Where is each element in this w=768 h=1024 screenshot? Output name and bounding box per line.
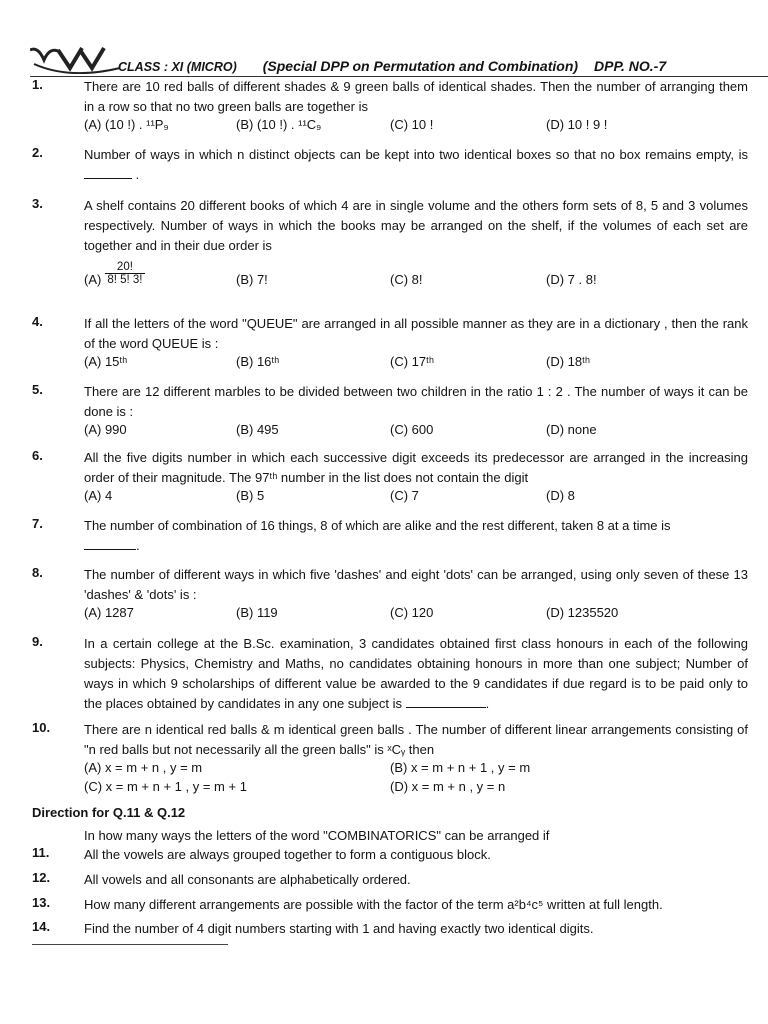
option-c: (C) x = m + n + 1 , y = m + 1 [84, 779, 247, 794]
question-text: All the five digits number in which each successive digit exceeds its predecessor are arranged in the increasing order of their magnitude. The 97ᵗʰ number in the list does not contain the digit [84, 450, 748, 485]
question-text: All the vowels are always grouped together to form a contiguous block. [84, 847, 491, 862]
question-11 [32, 845, 748, 865]
question-13 [32, 895, 748, 915]
question-number: 8. [32, 565, 43, 580]
direction-text-block [32, 826, 748, 846]
question-text: If all the letters of the word "QUEUE" are arranged in all possible manner as they are in a dictionary , then the rank of the word QUEUE is : [84, 316, 748, 351]
option-b: (B) 119 [236, 605, 278, 620]
option-d: (D) 7 . 8! [546, 272, 597, 287]
question-text-body: In a certain college at the B.Sc. examination, 3 candidates obtained first class honours in each of the following subjects: Physics, Chemistry and Maths, no candidates obtaining honours in more than one subject; Number of ways in which 9 scholarships of different value be awarded to the 9 candidates if due regard is to be paid only to the places obtained by candidates in any one subject is [84, 636, 748, 711]
direction-text: In how many ways the letters of the word "COMBINATORICS" can be arranged if [84, 828, 550, 843]
answer-blank [406, 707, 486, 708]
question-text: All vowels and all consonants are alphabetically ordered. [84, 872, 411, 887]
question-3 [32, 196, 748, 298]
options-row [84, 605, 748, 624]
option-d: (D) x = m + n , y = n [390, 779, 506, 794]
fraction [105, 261, 144, 286]
question-7 [32, 516, 748, 556]
question-number: 3. [32, 196, 43, 211]
question-2 [32, 145, 748, 185]
question-number: 6. [32, 448, 43, 463]
option-a: (A) (10 !) . ¹¹P₉ [84, 117, 169, 132]
question-text: There are 10 red balls of different shades & 9 green balls of identical shades. Then the number of arranging them in a row so that no two green balls are together is [84, 79, 748, 114]
question-number: 5. [32, 382, 43, 397]
question-text: The number of combination of 16 things, 8 of which are alike and the rest different, taken 8 at a time is [84, 518, 671, 533]
question-text: A shelf contains 20 different books of which 4 are in single volume and the others form sets of 8, 5 and 3 volumes respectively. Number of ways in which the books may be arranged on the shelf, if the volumes of each set are together and in their due order is [84, 198, 748, 253]
options-row [84, 422, 748, 441]
option-c: (C) 120 [390, 605, 434, 620]
options-row [84, 117, 748, 136]
option-b: (B) (10 !) . ¹¹C₉ [236, 117, 322, 132]
dpp-title: (Special DPP on Permutation and Combination) [262, 58, 579, 74]
institute-logo-icon [30, 40, 122, 74]
option-c: (C) 17ᵗʰ [390, 354, 434, 369]
question-number: 14. [32, 919, 51, 934]
option-b: (B) 495 [236, 422, 279, 437]
fraction-denominator: 8! 5! 3! [107, 274, 143, 287]
options-row [84, 354, 748, 373]
class-label: CLASS : XI (MICRO) [118, 60, 237, 74]
options-row [84, 488, 748, 507]
question-number: 11. [32, 845, 50, 860]
answer-blank [84, 549, 136, 550]
option-a-label: (A) [84, 272, 102, 287]
question-8 [32, 565, 748, 624]
options-row [84, 760, 748, 779]
option-d: (D) 10 ! 9 ! [546, 117, 608, 132]
options-row [84, 261, 748, 298]
question-number: 10. [32, 720, 51, 735]
option-c: (C) 7 [390, 488, 419, 503]
option-c: (C) 8! [390, 272, 423, 287]
dpp-number: DPP. NO.-7 [594, 58, 667, 74]
question-text-body: Number of ways in which n distinct objects can be kept into two identical boxes so that no box remains empty, is [84, 147, 748, 162]
question-number: 2. [32, 145, 43, 160]
option-a: (A) 990 [84, 422, 127, 437]
option-d: (D) 1235520 [546, 605, 619, 620]
question-1 [32, 77, 748, 136]
fraction-numerator: 20! [105, 261, 144, 274]
option-b: (B) 5 [236, 488, 265, 503]
question-number: 1. [32, 77, 43, 92]
page-bottom-rule [32, 944, 228, 945]
question-number: 12. [32, 870, 51, 885]
option-a: (A) x = m + n , y = m [84, 760, 203, 775]
question-text: The number of different ways in which five 'dashes' and eight 'dots' can be arranged, using only seven of these 13 'dashes' & 'dots' is : [84, 567, 748, 602]
direction-label: Direction for Q.11 & Q.12 [32, 805, 186, 820]
answer-line: . [84, 536, 748, 556]
option-d: (D) 8 [546, 488, 575, 503]
question-text: How many different arrangements are possible with the factor of the term a²b⁴c⁵ written at full length. [84, 897, 663, 912]
answer-blank [84, 178, 132, 179]
question-text: There are n identical red balls & m identical green balls . The number of different linear arrangements consisting of "n red balls but not necessarily all the green balls" is ˣCᵧ then [84, 722, 748, 757]
question-5 [32, 382, 748, 441]
option-a: (A) 15ᵗʰ [84, 354, 128, 369]
option-b: (B) x = m + n + 1 , y = m [390, 760, 531, 775]
question-14 [32, 919, 748, 939]
question-text: Find the number of 4 digit numbers starting with 1 and having exactly two identical digits. [84, 921, 594, 936]
option-a: (A) 1287 [84, 605, 134, 620]
option-b: (B) 7! [236, 272, 268, 287]
option-d: (D) 18ᵗʰ [546, 354, 590, 369]
option-a [84, 261, 145, 287]
question-number: 7. [32, 516, 43, 531]
header-title-row [118, 58, 666, 74]
option-a: (A) 4 [84, 488, 113, 503]
question-number: 9. [32, 634, 43, 649]
question-12 [32, 870, 748, 890]
question-6 [32, 448, 748, 507]
question-9 [32, 634, 748, 714]
option-b: (B) 16ᵗʰ [236, 354, 280, 369]
question-number: 13. [32, 895, 51, 910]
question-text: In a certain college at the B.Sc. examination, 3 candidates obtained first class honours in each of the following subjects: Physics, Chemistry and Maths, no candidates obtaining honours in more than one subject; Number of ways in which 9 scholarships of different value be awarded to the 9 candidates if due regard is to be paid only to the places obtained by candidates in any one subject is . [84, 636, 748, 711]
question-text: There are 12 different marbles to be divided between two children in the ratio 1 : 2 . The number of ways it can be done is : [84, 384, 748, 419]
page-header [30, 40, 750, 80]
question-10 [32, 720, 748, 798]
option-c: (C) 600 [390, 422, 434, 437]
question-4 [32, 314, 748, 373]
option-d: (D) none [546, 422, 597, 437]
options-row [84, 779, 748, 798]
question-text: Number of ways in which n distinct objects can be kept into two identical boxes so that no box remains empty, is . [84, 147, 748, 182]
option-c: (C) 10 ! [390, 117, 434, 132]
question-number: 4. [32, 314, 43, 329]
